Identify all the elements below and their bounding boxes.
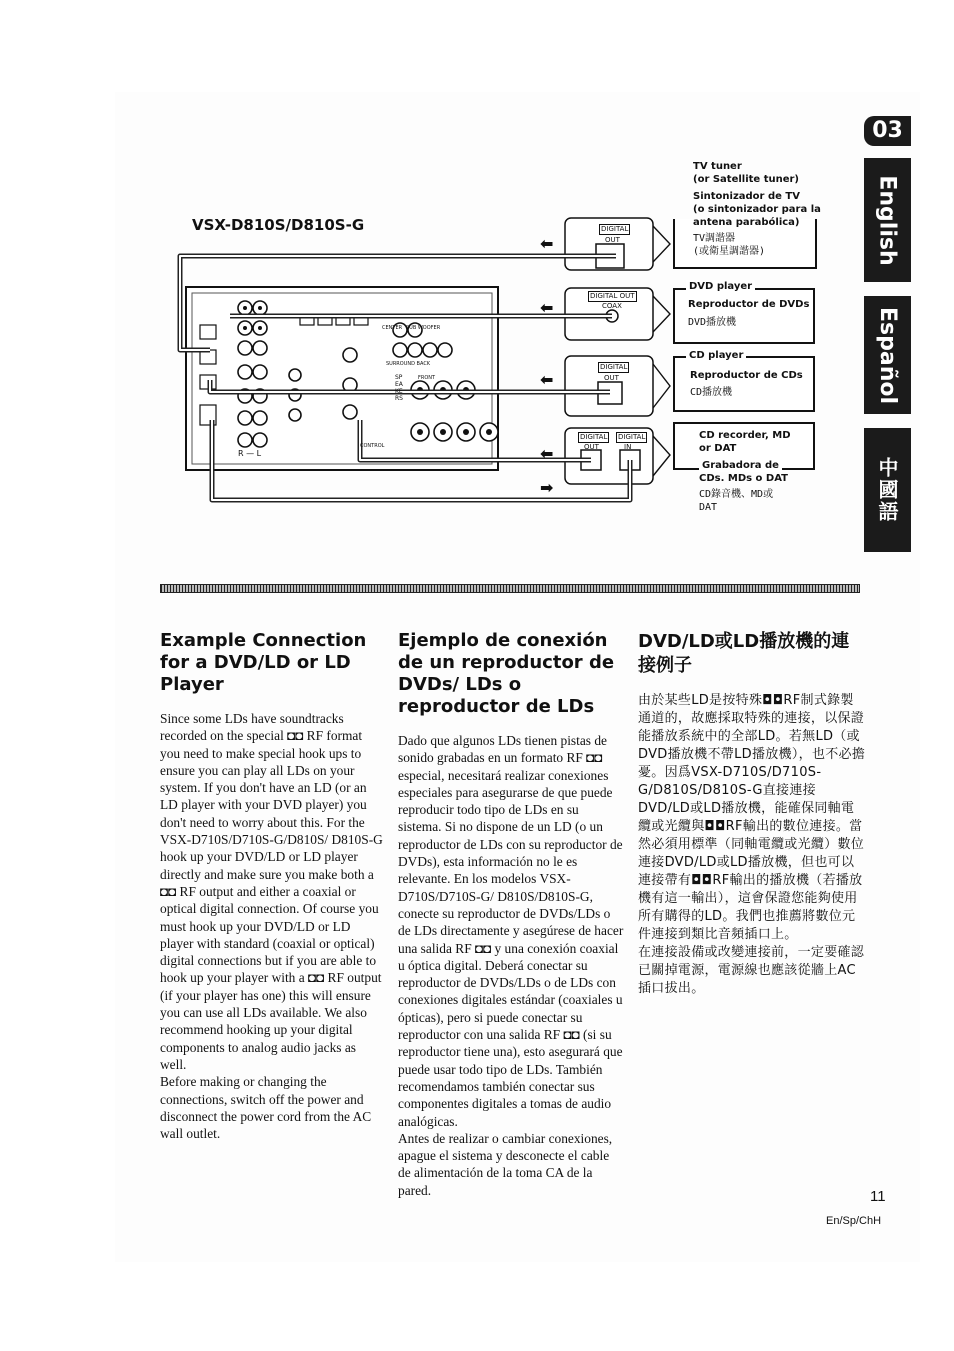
tv-tuner-label [693,160,821,229]
device-callouts [653,226,670,476]
language-code: En/Sp/ChH [826,1215,882,1227]
port-coax: COAX [602,302,622,310]
english-column [160,630,385,1142]
control-label: CONTROL [360,443,385,449]
connection-diagram [150,150,850,530]
cd-player-zh [690,386,732,399]
cd-recorder-zh-1: CD錄音機、MD或 [699,489,774,500]
page-number: 11 [870,1188,886,1205]
model-label: VSX-D810S/D810S-G [192,216,365,234]
english-tab [864,158,911,282]
port-digital-out: DIGITAL OUT [590,292,635,300]
tv-tuner-zh-1: TV調諧器 [693,233,736,244]
port-out-4: OUT [584,443,599,451]
chinese-tab-label: 中國語 [875,457,899,523]
port-digital-1: DIGITAL [601,225,629,233]
chinese-column [638,630,866,998]
sub-woofer-label: SUB WOOFER [406,325,441,331]
tv-tuner-line-4: (o sintonizador para la [693,204,821,215]
tv-tuner-zh [693,232,765,258]
english-body: Since some LDs have soundtracks recorded on the special ◘◘ RF format you need to make special hook ups to ensure you can play all LDs on your system. If you don't have an LD (or an LD player with your DVD player) you don't need to worry about this. For the VSX-D710S/D710S-G/D810S/ D810S-G hook up your DVD/LD or LD player directly and make sure you make both a ◘◘ RF output and either a coaxial or optical digital connection. Of course you must hook up your DVD/LD or LD player with standard (coaxial or optical) digital connections but if you are able to hook up your player with a ◘◘ RF output (if your player has one) this will ensure you can use all LDs available. We also recommend hooking up your digital components to analog audio jacks as well. Before making or changing the connections, switch off the power and disconnect the power cord from the AC wall outlet. [160,711,383,1142]
espanol-tab [864,296,911,414]
port-out-3: OUT [604,374,619,382]
speakers-label: SPEAKERS [395,374,403,402]
english-tab-label: English [875,174,900,266]
chinese-tab [864,428,911,552]
cd-player-zh-text: CD播放機 [690,387,733,398]
tv-tuner-zh-2: (或衛星調諧器) [693,246,766,257]
arrow-left-icon: ⬅ [540,234,554,253]
dvd-player-zh-text: DVD播放機 [688,317,737,328]
port-digital-4b: DIGITAL [618,433,646,441]
front-label: FRONT [418,375,436,381]
port-digital-3: DIGITAL [600,363,628,371]
surround-back-label: SURROUND BACK [386,361,431,367]
cd-player-es: Reproductor de CDs [690,370,803,381]
chapter-tab: 03 [864,116,911,146]
english-title: Example Connection for a DVD/LD or LD Player [160,630,367,695]
port-in-4: IN [624,443,632,451]
dvd-player-label: DVD player [686,280,755,293]
section-divider [160,584,860,593]
dvd-player-zh [688,316,736,329]
arrow-left-icon: ⬅ [540,370,554,389]
tv-tuner-line-5: antena parabólica) [693,217,800,228]
cd-recorder-zh-2: DAT [699,502,718,513]
cd-player-label: CD player [686,349,746,362]
spanish-body: Dado que algunos LDs tienen pistas de sonido grabadas en un formato RF ◘◘ especial, necesitará realizar conexiones especiales para asegurarse de que puede reproducir todo tipo de LDs en su sistema. Si no dispone de un LD (o un reproductor de LDs con su reproductor de DVDs), esta información no le es relevante. En los modelos VSX-D710S/D710S-G/ D810S/D810S-G, conecte su reproductor de DVDs/LDs o de LDs directamente y asegúrese de hacer una salida RF ◘◘ y una conexión coaxial u óptica digital. Deberá conectar su reproductor de DVDs/LDs o de LDs con conexiones digitales estándar (coaxiales u ópticas), pero si puede conectar su reproductor con una salida RF ◘◘ (si su reproductor tiene una), esto asegurará que puede usar todo tipo de LDs. También recomendamos también conectar sus componentes digitales a tomas de audio analógicas. Antes de realizar o cambiar conexiones, apague el sistema y desconecte el cable de alimentación de la toma CA de la pared. [398,733,624,1198]
port-out-1: OUT [605,236,620,244]
dvd-player-es: Reproductor de DVDs [688,299,810,310]
arrow-left-icon: ⬅ [540,444,554,463]
arrow-left-icon: ⬅ [540,298,554,317]
cd-recorder-label [699,429,791,514]
spanish-column [398,630,624,1199]
cd-recorder-line-3: Grabadora de [699,459,782,472]
tv-tuner-line-1: TV tuner [693,161,742,172]
center-label: CENTER [382,325,403,331]
cd-recorder-line-2: or DAT [699,443,737,454]
port-digital-4a: DIGITAL [580,433,608,441]
espanol-tab-label: Español [875,306,901,404]
tv-tuner-line-3: Sintonizador de TV [693,191,800,202]
tv-tuner-line-2: (or Satellite tuner) [693,174,799,185]
arrow-right-icon: ➡ [540,478,554,497]
cd-recorder-line-1: CD recorder, MD [699,430,791,441]
cd-player-box [673,356,815,412]
spanish-title: Ejemplo de conexión de un reproductor de DVDs/ LDs o reproductor de LDs [398,630,615,717]
chinese-body: 由於某些LD是按特殊◘◘RF制式錄製通道的，故應採取特殊的連接，以保證能播放系統中的全部LD。若無LD（或DVD播放機不帶LD播放機），也不必擔憂。因爲VSX-D710S/D710S-G/D810S/D810S-G直接連接DVD/LD或LD播放機，能確保同軸電纜或光纜與◘◘RF輸出的數位連接。當然必須用標準（同軸電纜或光纜）數位連接DVD/LD或LD播放機，但也可以連接帶有◘◘RF輸出的播放機（若播放機有這一輸出），這會保證您能夠使用所有購得的LD。我們也推薦將數位元件連接到類比音頻插口上。 在連接設備或改變連接前，一定要確認已關掉電源，電源線也應該從牆上AC插口拔出。 [638,693,866,996]
chinese-title: DVD/LD或LD播放機的連接例子 [638,631,850,676]
cd-recorder-line-4: CDs. MDs o DAT [699,473,788,484]
r-l-label: R — L [238,449,262,458]
